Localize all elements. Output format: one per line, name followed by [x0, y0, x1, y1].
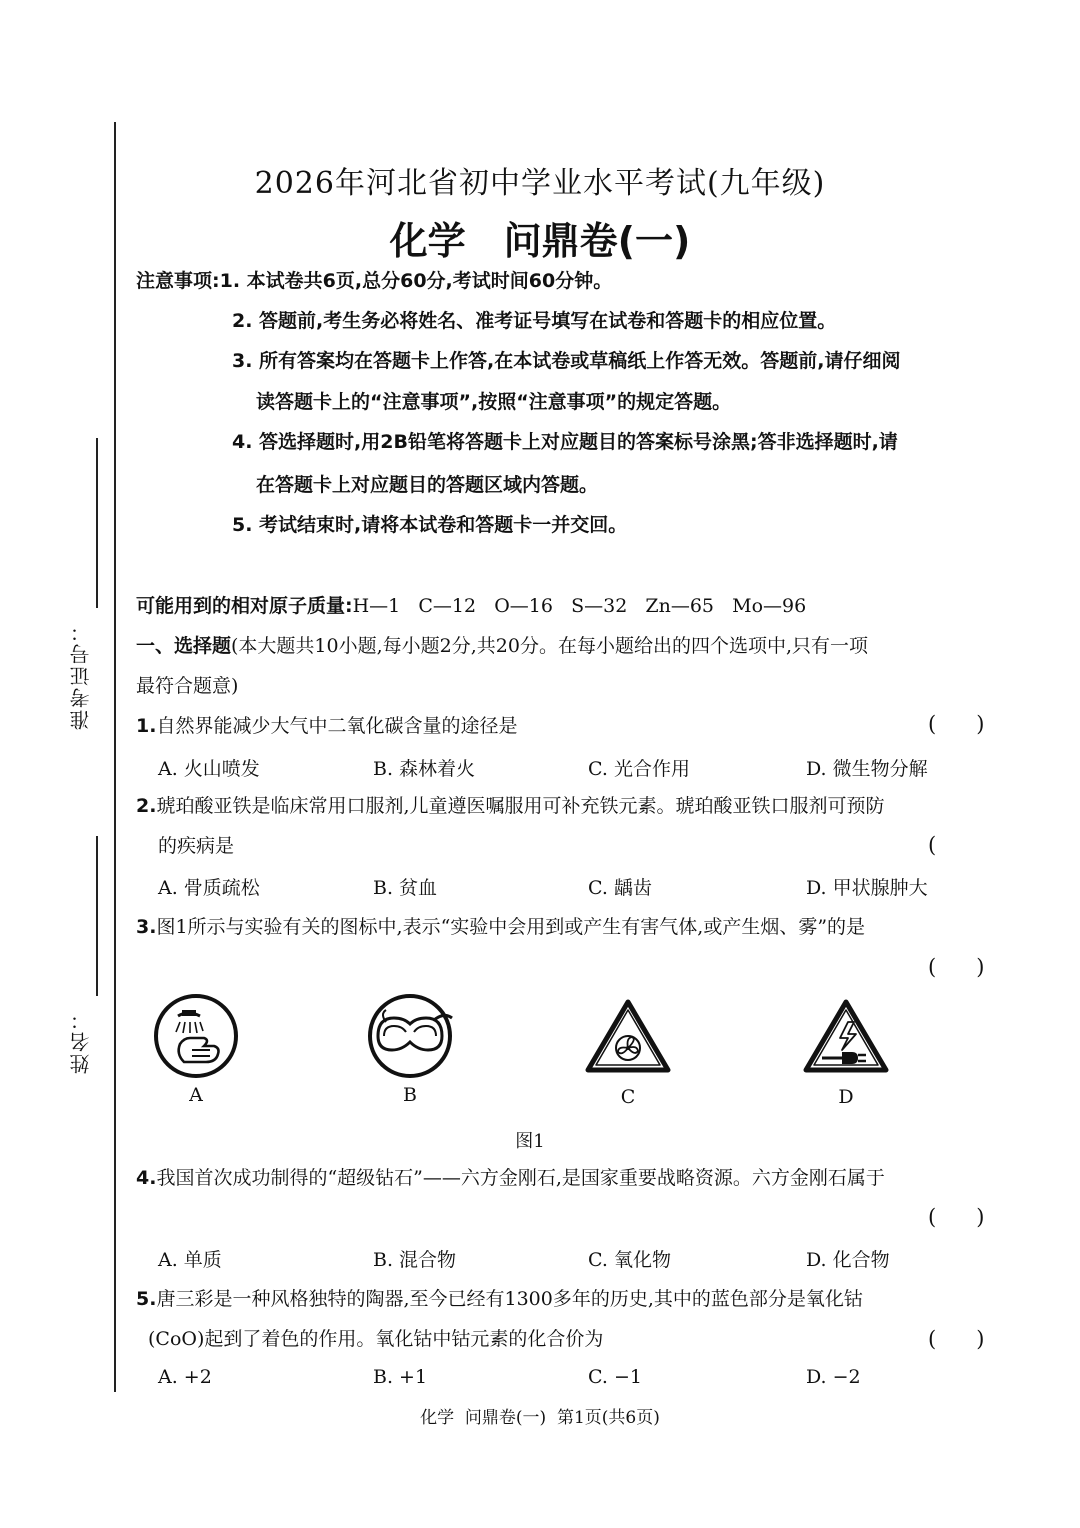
notes-item: 4. 答选择题时,用2B铅笔将答题卡上对应题目的答案标号涂黑;答非选择题时,请 [232, 431, 898, 453]
icon-label-d: D [838, 1086, 854, 1108]
question-text-cont: (CoO)起到了着色的作用。氧化钴中钴元素的化合价为 [148, 1328, 604, 1350]
section-desc: (本大题共10小题,每小题2分,共20分。在每小题给出的四个选项中,只有一项 [231, 635, 868, 657]
notes-line-1 [136, 268, 612, 294]
notes-item: 5. 考试结束时,请将本试卷和答题卡一并交回。 [232, 514, 628, 536]
question-4 [136, 1165, 885, 1191]
answer-paren: ( [928, 833, 937, 857]
paper-title [0, 210, 1080, 265]
question-1 [136, 713, 517, 739]
option-b: B. 森林着火 [373, 758, 476, 780]
binding-margin-line [114, 122, 116, 1392]
question-number: 4. [136, 1167, 157, 1189]
atomic-masses-values: H—1 C—12 O—16 S—32 Zn—65 Mo—96 [352, 595, 807, 617]
answer-paren: ( ) [928, 1205, 985, 1229]
notes-item: 3. 所有答案均在答题卡上作答,在本试卷或草稿纸上作答无效。答题前,请仔细阅 [232, 350, 901, 372]
option-d: D. −2 [806, 1366, 861, 1388]
question-5 [136, 1286, 863, 1312]
option-c: C. 氧化物 [588, 1249, 671, 1271]
option-b: B. 贫血 [373, 877, 438, 899]
option-a: A. +2 [158, 1366, 212, 1388]
section-heading [136, 633, 868, 659]
paper-name: 问鼎卷(一) [503, 219, 691, 263]
option-c: C. −1 [588, 1366, 642, 1388]
subject-name: 化学 [389, 219, 466, 263]
exam-title: 2026年河北省初中学业水平考试(九年级) [254, 166, 826, 201]
question-text-cont: 的疾病是 [158, 835, 235, 857]
section-title: 一、选择题 [136, 635, 232, 657]
goggles-icon [364, 992, 456, 1080]
notes-label: 注意事项: [136, 270, 220, 292]
name-field [66, 836, 106, 1076]
question-text: 唐三彩是一种风格独特的陶器,至今已经有1300多年的历史,其中的蓝色部分是氧化钴 [156, 1288, 863, 1310]
icon-label-b: B [403, 1084, 417, 1106]
question-number: 2. [136, 795, 157, 817]
question-3 [136, 914, 865, 940]
icon-label-a: A [189, 1084, 203, 1106]
question-text: 琥珀酸亚铁是临床常用口服剂,儿童遵医嘱服用可补充铁元素。琥珀酸亚铁口服剂可预防 [156, 795, 885, 817]
notes-item: 1. 本试卷共6页,总分60分,考试时间60分钟。 [219, 270, 613, 292]
option-d: D. 微生物分解 [806, 758, 928, 780]
answer-paren: ( ) [928, 955, 985, 979]
question-text: 我国首次成功制得的“超级钻石”——六方金刚石,是国家重要战略资源。六方金刚石属于 [156, 1167, 885, 1189]
hand-washing-icon [152, 992, 240, 1080]
notes-item: 在答题卡上对应题目的答题区域内答题。 [256, 474, 599, 496]
option-d: D. 化合物 [806, 1249, 890, 1271]
notes-item: 2. 答题前,考生务必将姓名、准考证号填写在试卷和答题卡的相应位置。 [232, 310, 837, 332]
notes-item: 读答题卡上的“注意事项”,按照“注意事项”的规定答题。 [256, 391, 732, 413]
icon-label-c: C [620, 1086, 636, 1108]
question-text: 图1所示与实验有关的图标中,表示“实验中会用到或产生有害气体,或产生烟、雾”的是 [156, 916, 866, 938]
answer-paren: ( ) [928, 1327, 985, 1351]
option-c: C. 龋齿 [588, 877, 652, 899]
electrical-hazard-icon [800, 996, 892, 1076]
option-d: D. 甲状腺肿大 [806, 877, 928, 899]
name-blank[interactable] [96, 836, 98, 996]
atomic-masses [136, 593, 806, 619]
exam-id-label: 准考证号： [69, 620, 93, 730]
figure-caption: 图1 [515, 1131, 545, 1152]
atomic-masses-label: 可能用到的相对原子质量: [136, 595, 353, 617]
option-c: C. 光合作用 [588, 758, 690, 780]
question-text: 自然界能减少大气中二氧化碳含量的途径是 [156, 715, 518, 737]
name-label: 姓名： [69, 1008, 93, 1074]
option-a: A. 单质 [158, 1249, 222, 1271]
page-footer: 化学 问鼎卷(一) 第1页(共6页) [420, 1408, 660, 1428]
exam-id-blank[interactable] [96, 438, 98, 608]
exhaust-fan-icon [582, 996, 674, 1076]
question-number: 5. [136, 1288, 157, 1310]
question-number: 1. [136, 715, 157, 737]
question-2 [136, 793, 885, 819]
option-a: A. 火山喷发 [158, 758, 260, 780]
answer-paren: ( ) [928, 712, 985, 736]
option-a: A. 骨质疏松 [158, 877, 260, 899]
section-desc-cont: 最符合题意) [136, 675, 239, 697]
option-b: B. 混合物 [373, 1249, 457, 1271]
question-number: 3. [136, 916, 157, 938]
exam-id-field [66, 438, 106, 733]
option-b: B. +1 [373, 1366, 428, 1388]
